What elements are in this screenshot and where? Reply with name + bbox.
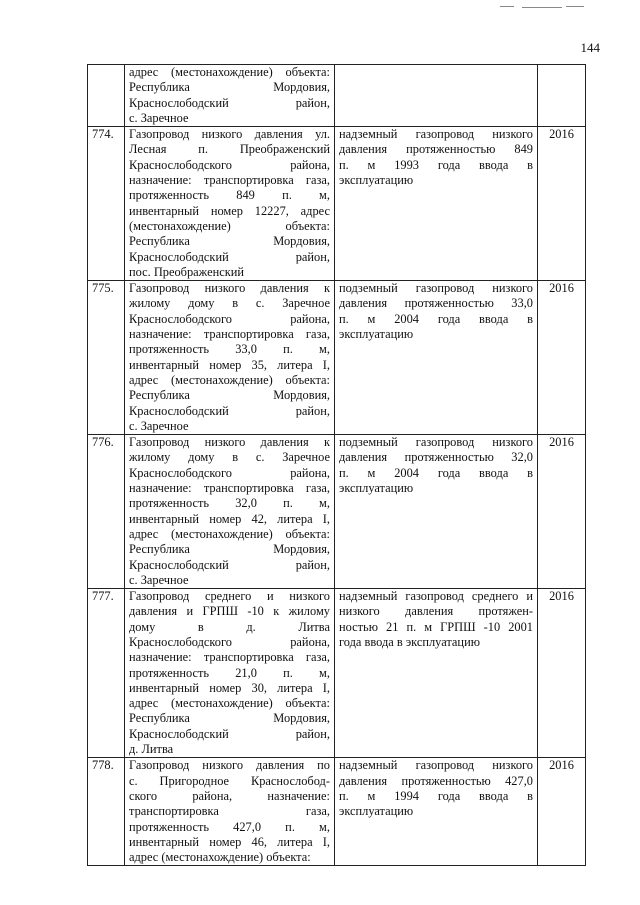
year-cell [538, 65, 586, 127]
object-description [125, 127, 335, 281]
object-description-line: Газопровод низкого давления по [129, 758, 330, 773]
object-characteristics-line: подземный газопровод низкого [339, 281, 533, 296]
object-characteristics-line: п. м 2004 года ввода в [339, 465, 533, 480]
year-cell: 2016 [538, 435, 586, 589]
object-description-line: жилому дому в с. Заречное [129, 296, 330, 311]
object-description [125, 589, 335, 758]
object-description-line: Краснослободский район, [129, 95, 330, 110]
object-description-line: назначение: транспортировка газа, [129, 481, 330, 496]
object-description-line: Краснослободского района, [129, 465, 330, 480]
object-description-line: Краснослободского района, [129, 634, 330, 649]
year-cell: 2016 [538, 589, 586, 758]
table-row [88, 127, 586, 281]
object-description-line: назначение: транспортировка газа, [129, 327, 330, 342]
object-description-line: Республика Мордовия, [129, 80, 330, 95]
object-characteristics [335, 589, 538, 758]
property-registry-table [87, 64, 586, 866]
object-description-line: Республика Мордовия, [129, 388, 330, 403]
object-description-line: с. Заречное [129, 110, 189, 125]
object-description [125, 65, 335, 127]
object-description-line: с. Заречное [129, 418, 189, 433]
object-description-line: адрес (местонахождение) объекта: [129, 850, 311, 865]
object-characteristics-line: давления протяженностью 33,0 [339, 296, 533, 311]
object-description-line: с. Пригородное Краснослобод- [129, 773, 330, 788]
object-characteristics-line: низкого давления протяжен- [339, 604, 533, 619]
object-characteristics-line: п. м 1993 года ввода в [339, 157, 533, 172]
object-description-line: протяженность 32,0 п. м, [129, 496, 330, 511]
object-description [125, 435, 335, 589]
object-description-line: инвентарный номер 42, литера I, [129, 511, 330, 526]
object-description [125, 758, 335, 866]
object-description-line: Газопровод низкого давления к [129, 281, 330, 296]
object-description-line: дому в д. Литва [129, 619, 330, 634]
table-row [88, 589, 586, 758]
object-description-line: ского района, назначение: [129, 788, 330, 803]
object-characteristics-line: эксплуатацию [339, 327, 414, 342]
object-description-line: Краснослободский район, [129, 403, 330, 418]
object-description-line: протяженность 849 п. м, [129, 188, 330, 203]
object-description-line: назначение: транспортировка газа, [129, 173, 330, 188]
year-cell: 2016 [538, 281, 586, 435]
object-description-line: с. Заречное [129, 572, 189, 587]
object-description-line: адрес (местонахождение) объекта: [129, 372, 330, 387]
row-number [88, 65, 125, 127]
table-row [88, 758, 586, 866]
object-characteristics-line: давления протяженностью 849 [339, 142, 533, 157]
object-characteristics-line: подземный газопровод низкого [339, 435, 533, 450]
object-description-line: инвентарный номер 35, литера I, [129, 357, 330, 372]
object-characteristics [335, 758, 538, 866]
object-description-line: протяженность 21,0 п. м, [129, 665, 330, 680]
object-description-line: адрес (местонахождение) объекта: [129, 696, 330, 711]
object-characteristics-line: надземный газопровод среднего и [339, 589, 533, 604]
object-description-line: Газопровод низкого давления к [129, 435, 330, 450]
object-characteristics [335, 435, 538, 589]
object-description-line: Лесная п. Преображенский [129, 142, 330, 157]
object-characteristics-line: надземный газопровод низкого [339, 758, 533, 773]
object-characteristics-line: года ввода в эксплуатацию [339, 634, 480, 649]
object-description-line: Газопровод среднего и низкого [129, 589, 330, 604]
object-description-line: (местонахождение) объекта: [129, 218, 330, 233]
object-description-line: Краснослободский район, [129, 726, 330, 741]
object-characteristics [335, 281, 538, 435]
object-characteristics-line: ностью 21 п. м ГРПШ -10 2001 [339, 619, 533, 634]
object-description-line: Газопровод низкого давления ул. [129, 127, 330, 142]
object-description-line: инвентарный номер 46, литера I, [129, 834, 330, 849]
object-description-line: жилому дому в с. Заречное [129, 450, 330, 465]
object-characteristics-line: эксплуатацию [339, 173, 414, 188]
object-description-line: Краснослободский район, [129, 557, 330, 572]
object-characteristics-line: п. м 1994 года ввода в [339, 788, 533, 803]
row-number: 774. [88, 127, 125, 281]
object-description-line: назначение: транспортировка газа, [129, 650, 330, 665]
object-description-line: инвентарный номер 12227, адрес [129, 203, 330, 218]
object-characteristics-line: надземный газопровод низкого [339, 127, 533, 142]
page-number: 144 [580, 40, 600, 55]
object-description-line: Краснослободского района, [129, 157, 330, 172]
row-number: 777. [88, 589, 125, 758]
object-description-line: Краснослободского района, [129, 311, 330, 326]
year-cell: 2016 [538, 758, 586, 866]
object-description-line: адрес (местонахождение) объекта: [129, 65, 330, 79]
object-description-line: Республика Мордовия, [129, 542, 330, 557]
object-description-line: протяженность 33,0 п. м, [129, 342, 330, 357]
object-description-line: Республика Мордовия, [129, 234, 330, 249]
object-description-line: пос. Преображенский [129, 264, 244, 279]
table-row [88, 65, 586, 127]
object-description-line: д. Литва [129, 742, 174, 757]
object-characteristics [335, 127, 538, 281]
object-characteristics-line: эксплуатацию [339, 804, 414, 819]
object-description-line: Республика Мордовия, [129, 711, 330, 726]
scan-artifact [500, 4, 590, 10]
object-description-line: протяженность 427,0 п. м, [129, 819, 330, 834]
object-description-line: транспортировка газа, [129, 804, 330, 819]
year-cell: 2016 [538, 127, 586, 281]
object-characteristics-line: эксплуатацию [339, 481, 414, 496]
object-description-line: давления и ГРПШ -10 к жилому [129, 604, 330, 619]
object-characteristics-line: давления протяженностью 427,0 [339, 773, 533, 788]
object-characteristics-line: п. м 2004 года ввода в [339, 311, 533, 326]
object-description-line: адрес (местонахождение) объекта: [129, 526, 330, 541]
object-description-line: инвентарный номер 30, литера I, [129, 680, 330, 695]
row-number: 776. [88, 435, 125, 589]
object-characteristics-line: давления протяженностью 32,0 [339, 450, 533, 465]
object-description-line: Краснослободский район, [129, 249, 330, 264]
object-description [125, 281, 335, 435]
row-number: 778. [88, 758, 125, 866]
table-row [88, 435, 586, 589]
object-characteristics [335, 65, 538, 127]
row-number: 775. [88, 281, 125, 435]
table-row [88, 281, 586, 435]
